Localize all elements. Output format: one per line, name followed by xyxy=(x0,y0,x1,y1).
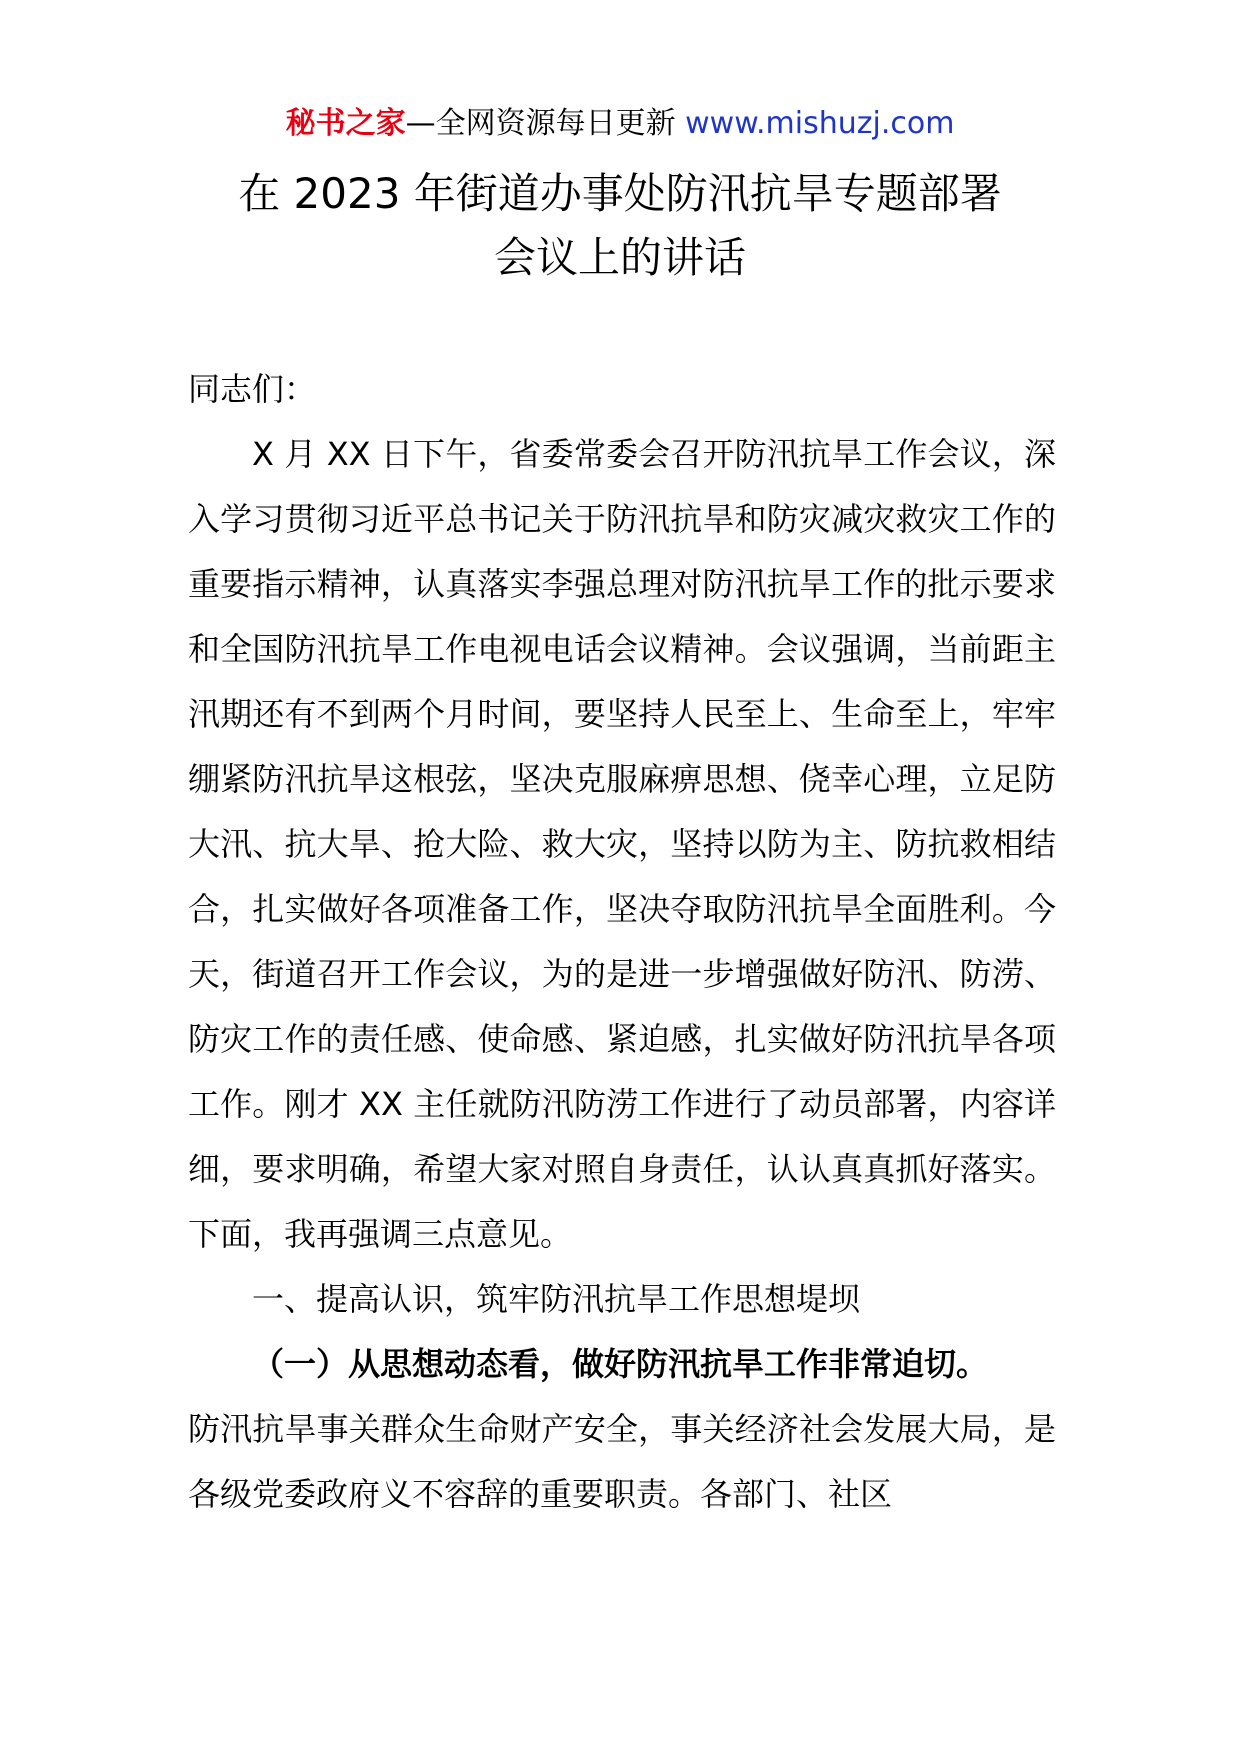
subsection-heading-1: （一）从思想动态看，做好防汛抗旱工作非常迫切。 xyxy=(252,1345,989,1383)
document-title xyxy=(0,162,1240,290)
body-paragraph-2: 防汛抗旱事关群众生命财产安全，事关经济社会发展大局，是各级党委政府义不容辞的重要职责。各部门、社区 xyxy=(188,1410,1056,1513)
body-paragraph-1: X 月 XX 日下午，省委常委会召开防汛抗旱工作会议，深入学习贯彻习近平总书记关于防汛抗旱和防灾减灾救灾工作的重要指示精神，认真落实李强总理对防汛抗旱工作的批示要求和全国防汛抗旱工作电视电话会议精神。会议强调，当前距主汛期还有不到两个月时间，要坚持人民至上、生命至上，牢牢绷紧防汛抗旱这根弦，坚决克服麻痹思想、侥幸心理，立足防大汛、抗大旱、抢大险、救大灾，坚持以防为主、防抗救相结合，扎实做好各项准备工作，坚决夺取防汛抗旱全面胜利。今天，街道召开工作会议，为的是进一步增强做好防汛、防涝、防灾工作的责任感、使命感、紧迫感，扎实做好防汛抗旱各项工作。刚才 XX 主任就防汛防涝工作进行了动员部署，内容详细，要求明确，希望大家对照自身责任，认认真真抓好落实。下面，我再强调三点意见。 xyxy=(188,435,1056,1253)
section-heading-1: 一、提高认识，筑牢防汛抗旱工作思想堤坝 xyxy=(252,1280,861,1318)
salutation: 同志们： xyxy=(188,370,317,408)
title-line-2: 会议上的讲话 xyxy=(493,233,746,282)
banner-brand: 秘书之家 xyxy=(285,106,406,141)
banner-url-link[interactable]: www.mishuzj.com xyxy=(685,106,955,141)
site-banner xyxy=(0,100,1240,148)
document-body xyxy=(188,357,1056,1527)
title-line-1: 在 2023 年街道办事处防汛抗旱专题部署 xyxy=(238,169,1002,218)
banner-tagline: —全网资源每日更新 xyxy=(405,106,686,141)
